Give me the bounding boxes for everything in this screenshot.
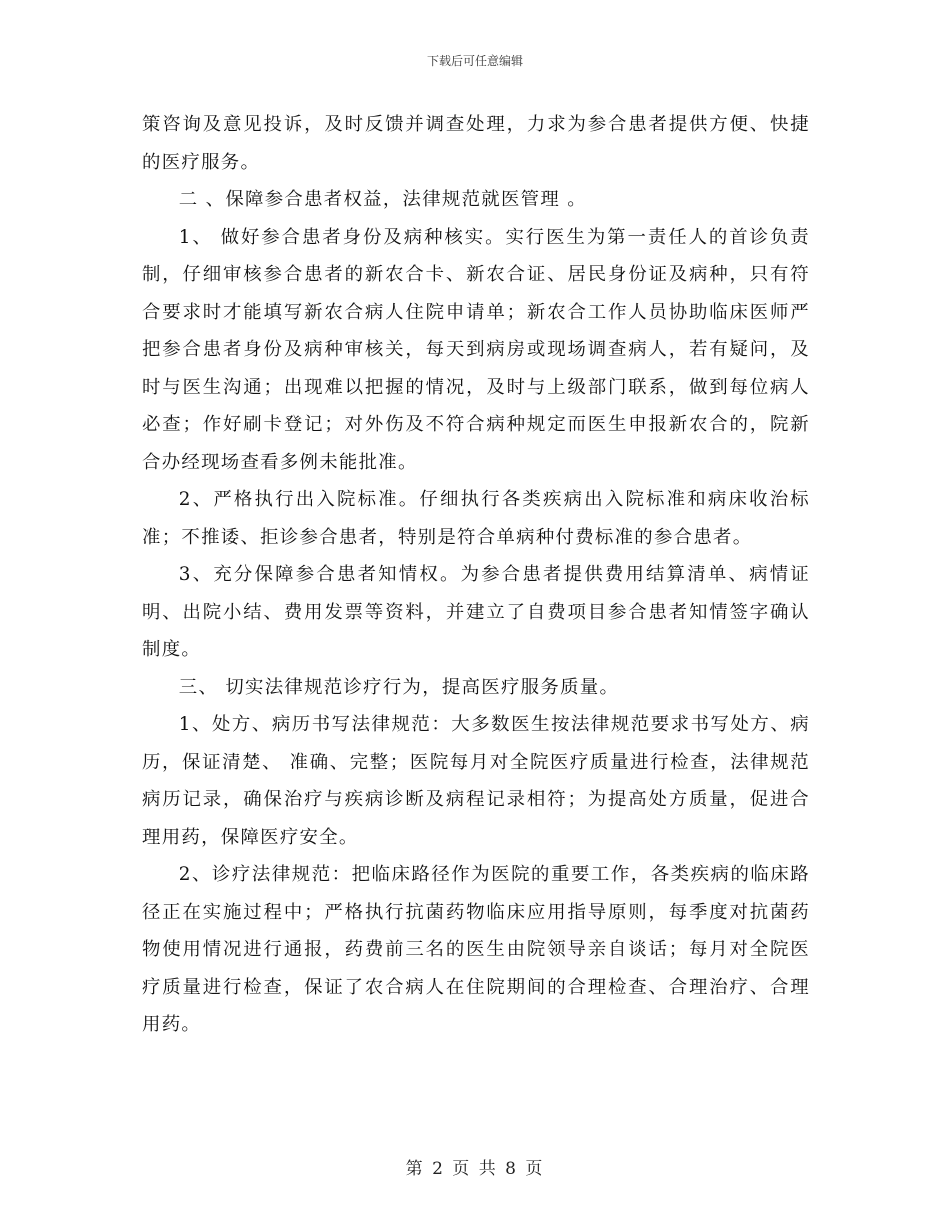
paragraph-3-2: 2、诊疗法律规范：把临床路径作为医院的重要工作，各类疾病的临床路径正在实施过程中；严格执行抗菌药物临床应用指导原则，每季度对抗菌药物使用情况进行通报，药费前三名的医生由院领导亲自谈话；每月对全院医疗质量进行检查，保证了农合病人在住院期间的合理检查、合理治疗、合理用药。 [142,864,810,1035]
paragraph-2-1: 1、 做好参合患者身份及病种核实。实行医生为第一责任人的首诊负责制，仔细审核参合患者的新农合卡、新农合证、居民身份证及病种，只有符合要求时才能填写新农合病人住院申请单；新农合工作人员协助临床医师严把参合患者身份及病种审核关，每天到病房或现场调查病人，若有疑问，及时与医生沟通；出现难以把握的情况，及时与上级部门联系，做到每位病人必查；作好刷卡登记；对外伤及不符合病种规定而医生申报新农合的，院新合办经现场查看多例未能批准。 [142,226,810,473]
page-header: 下载后可任意编辑 [426,54,523,68]
paragraph-3-1: 1、处方、病历书写法律规范：大多数医生按法律规范要求书写处方、病历，保证清楚、 准确、完整；医院每月对全院医疗质量进行检查，法律规范病历记录，确保治疗与疾病诊断及病程记录相符；为提高处方质量，促进合理用药，保障医疗安全。 [142,714,810,848]
page-footer: 第 2 页 共 8 页 [405,1159,545,1179]
section-heading-2: 二 、保障参合患者权益，法律规范就医管理 。 [178,189,587,210]
paragraph-2-2: 2、严格执行出入院标准。仔细执行各类疾病出入院标准和病床收治标准；不推诿、拒诊参合患者，特别是符合单病种付费标准的参合患者。 [142,489,810,548]
paragraph-2-3: 3、充分保障参合患者知情权。为参合患者提供费用结算清单、病情证明、出院小结、费用发票等资料，并建立了自费项目参合患者知情签字确认制度。 [142,564,810,660]
section-heading-3: 三、 切实法律规范诊疗行为，提高医疗服务质量。 [178,676,620,698]
document-body [142,106,810,1044]
paragraph-continuation: 策咨询及意见投诉，及时反馈并调查处理，力求为参合患者提供方便、快捷的医疗服务。 [142,114,810,173]
